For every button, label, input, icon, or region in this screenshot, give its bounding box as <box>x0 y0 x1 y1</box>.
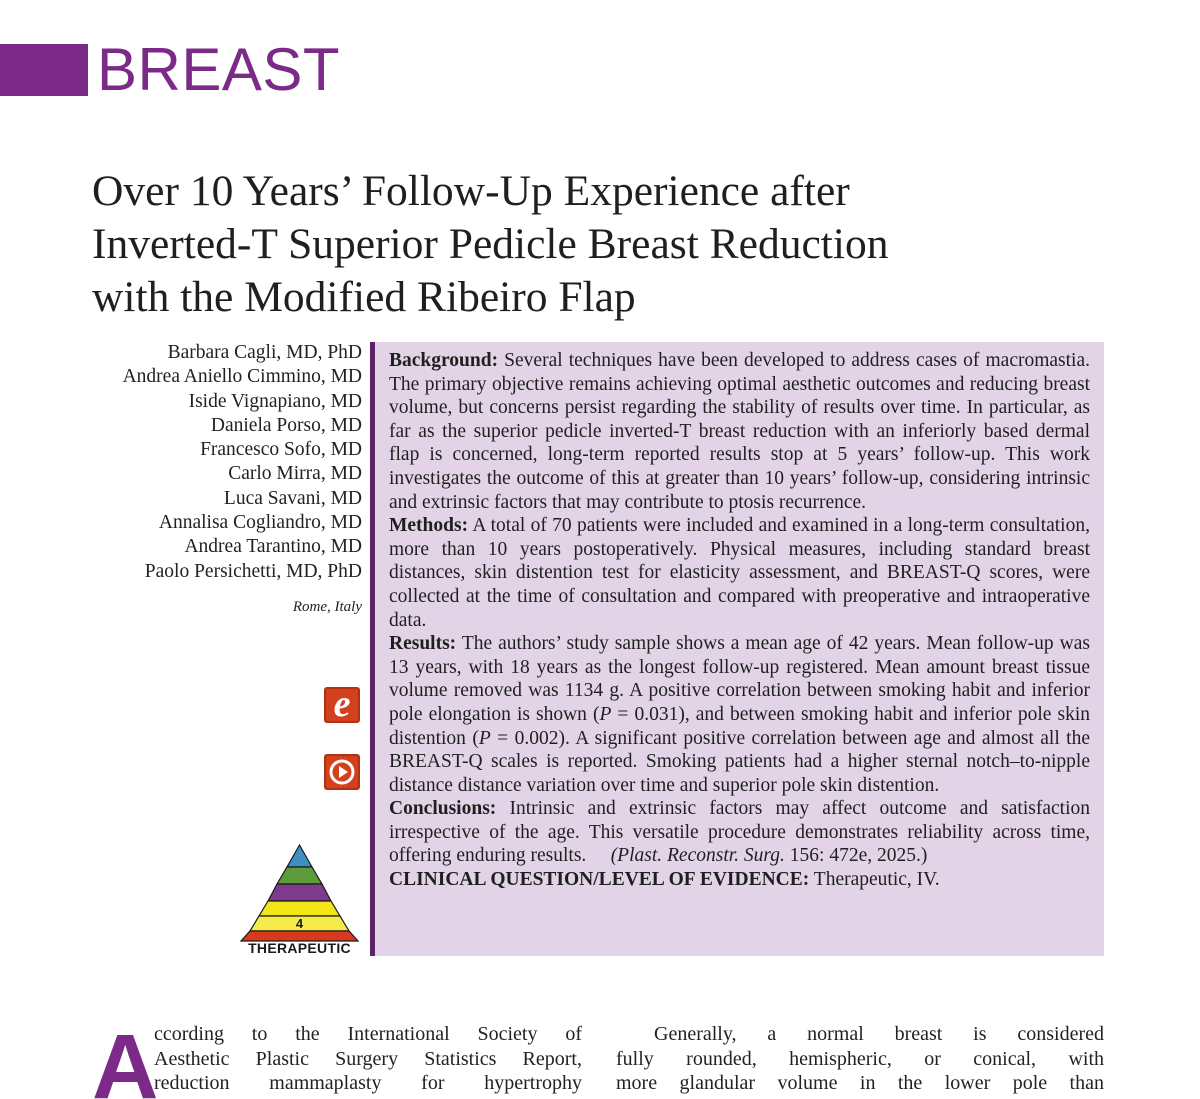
abstract-box <box>370 342 1104 956</box>
conclusions-text: Intrinsic and extrinsic factors may affect outcome and satisfaction irrespective of the age. This versatile procedure demonstrates reliability across time, offering enduring results. <box>389 798 1090 867</box>
results-text: The authors’ study sample shows a mean age of 42 years. Mean follow-up was 13 years, with 18 years as the longest follow-up registered. Mean amount breast tissue volume removed was 1134 g. A positive correlation between smoking habit and inferior pole elongation is shown ( <box>389 633 1090 725</box>
author-list <box>60 341 362 584</box>
citation-detail: 156: 472e, 2025.) <box>784 845 928 867</box>
author: Annalisa Cogliandro, MD <box>158 512 362 534</box>
section-title: BREAST <box>97 36 341 103</box>
body-column-right <box>616 1022 1104 1096</box>
background-label: Background: <box>389 350 499 371</box>
drop-cap: A <box>92 1016 159 1099</box>
evidence-label: THERAPEUTIC <box>248 940 351 956</box>
author: Carlo Mirra, MD <box>228 463 362 485</box>
abstract-methods <box>389 514 1090 632</box>
clinical-question-label: CLINICAL QUESTION/LEVEL OF EVIDENCE: <box>389 869 810 891</box>
play-icon <box>326 756 358 788</box>
title-line: Inverted-T Superior Pedicle Breast Reduction <box>92 220 889 268</box>
body-line: ccording to the International Society of <box>154 1023 582 1045</box>
evidence-level: 4 <box>295 916 304 931</box>
abstract-conclusions <box>389 797 1090 868</box>
author: Daniela Porso, MD <box>210 414 362 436</box>
author: Andrea Tarantino, MD <box>184 536 362 558</box>
author: Andrea Aniello Cimmino, MD <box>122 366 362 388</box>
affiliation: Rome, Italy <box>292 599 362 615</box>
conclusions-label: Conclusions: <box>389 798 497 820</box>
p-value-symbol: P <box>599 703 612 725</box>
methods-text: A total of 70 patients were included and examined in a long-term consultation, more than 10 years postoperatively. Physical measures, including standard breast distances, skin distention test for elasticity assessment, and BREAST-Q scores, were collected at the time of consultation and compared with preoperative and intraoperative data. <box>389 515 1090 631</box>
supplemental-content-icon[interactable]: e <box>324 687 360 723</box>
abstract-background <box>389 349 1090 514</box>
results-label: Results: <box>389 633 457 655</box>
author: Barbara Cagli, MD, PhD <box>167 342 362 363</box>
body-line: more glandular volume in the lower pole than <box>616 1072 1104 1094</box>
section-color-bar <box>0 44 88 96</box>
p-value-symbol: P <box>478 727 491 749</box>
author: Francesco Sofo, MD <box>200 439 362 461</box>
background-text: Several techniques have been developed to address cases of macromastia. The primary objective remains achieving optimal aesthetic outcomes and reducing breast volume, but concerns persist regarding the stability of results over time. In particular, as far as the superior pedicle inverted-T breast reduction with an inferiorly based dermal flap is concerned, long-term reported results stop at 5 years’ follow-up. This work investigates the outcome of this at greater than 10 years’ follow-up, considering intrinsic and extrinsic factors that may contribute to ptosis recurrence. <box>389 350 1090 513</box>
video-play-icon[interactable] <box>324 754 360 790</box>
author: Iside Vignapiano, MD <box>188 390 362 412</box>
title-line: with the Modified Ribeiro Flap <box>92 273 636 321</box>
body-line: Aesthetic Plastic Surgery Statistics Report, <box>154 1047 582 1070</box>
body-line: reduction mammaplasty for hypertrophy <box>154 1072 582 1094</box>
citation-journal: (Plast. Reconstr. Surg. <box>610 845 785 867</box>
body-column-left <box>92 1016 582 1099</box>
body-line: fully rounded, hemispheric, or conical, with <box>616 1047 1104 1070</box>
author: Paolo Persichetti, MD, PhD <box>144 560 362 582</box>
body-line: Generally, a normal breast is considered <box>654 1023 1104 1045</box>
methods-label: Methods: <box>389 515 469 537</box>
clinical-question-text: Therapeutic, IV. <box>813 869 940 891</box>
title-line: Over 10 Years’ Follow-Up Experience after <box>92 167 850 215</box>
abstract-results <box>389 632 1090 797</box>
abstract-clinical-question <box>389 868 1090 892</box>
results-text: = 0.031), and between smoking habit and inferior pole skin distention ( <box>389 703 1091 749</box>
results-text: = 0.002). A significant positive correlation between age and almost all the BREAST-Q scales is reported. Smoking patients had a higher sternal notch–to-nipple distance distance variation over time and superior pole skin distention. <box>389 727 1090 796</box>
article-title <box>92 165 1112 324</box>
author: Luca Savani, MD <box>223 487 362 509</box>
